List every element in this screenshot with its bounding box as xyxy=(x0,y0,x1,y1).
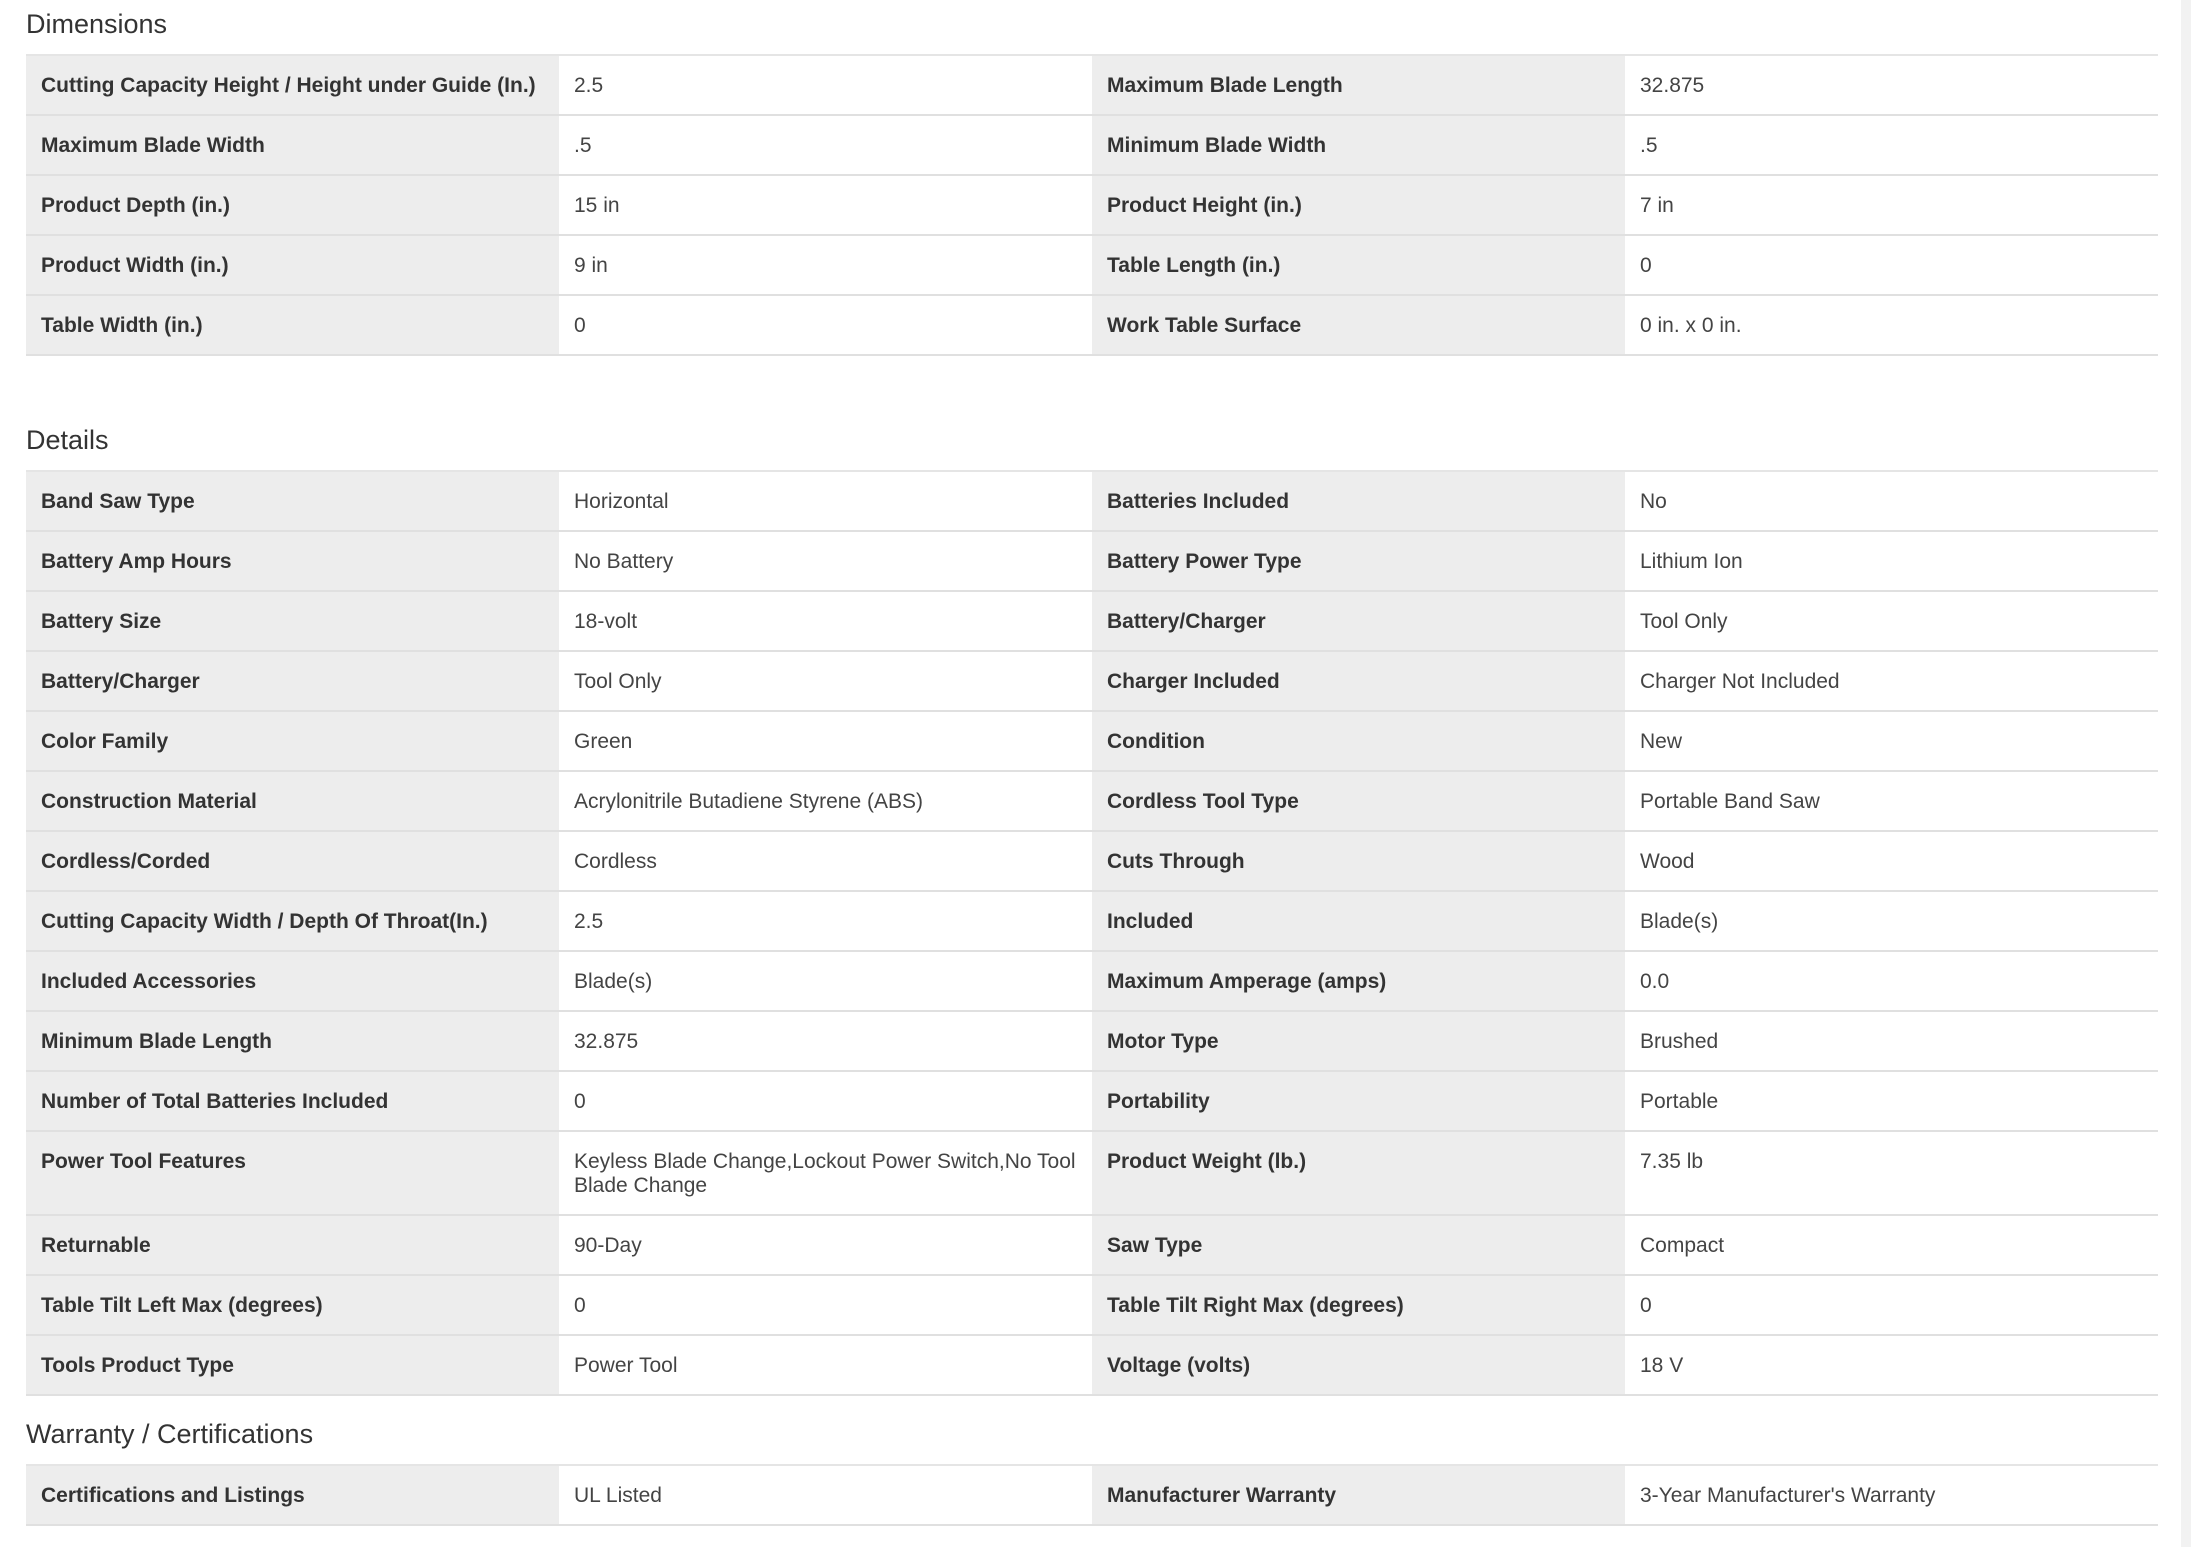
spec-label: Condition xyxy=(1092,711,1625,771)
warranty-table xyxy=(26,1464,2158,1526)
spec-label: Battery Amp Hours xyxy=(26,531,559,591)
spec-label: Cutting Capacity Width / Depth Of Throat(In.) xyxy=(26,891,559,951)
spec-label: Saw Type xyxy=(1092,1215,1625,1275)
spec-value: Tool Only xyxy=(559,651,1092,711)
spec-value: .5 xyxy=(559,115,1092,175)
spec-label: Battery/Charger xyxy=(1092,591,1625,651)
spec-row xyxy=(26,831,2158,891)
spec-label: Charger Included xyxy=(1092,651,1625,711)
spec-value: 0 xyxy=(559,295,1092,355)
spec-value: 9 in xyxy=(559,235,1092,295)
spec-label: Maximum Blade Width xyxy=(26,115,559,175)
spec-label: Motor Type xyxy=(1092,1011,1625,1071)
spec-label: Cordless/Corded xyxy=(26,831,559,891)
spec-row xyxy=(26,531,2158,591)
spec-value: 0.0 xyxy=(1625,951,2158,1011)
spec-value: Acrylonitrile Butadiene Styrene (ABS) xyxy=(559,771,1092,831)
spec-value: Wood xyxy=(1625,831,2158,891)
spec-value: Brushed xyxy=(1625,1011,2158,1071)
spec-label: Product Weight (lb.) xyxy=(1092,1131,1625,1215)
spec-value: 0 xyxy=(1625,1275,2158,1335)
spec-value: Keyless Blade Change,Lockout Power Switch,No Tool Blade Change xyxy=(559,1131,1092,1215)
spec-row xyxy=(26,1131,2158,1215)
spec-label: Maximum Blade Length xyxy=(1092,55,1625,115)
spec-value: Blade(s) xyxy=(559,951,1092,1011)
spec-label: Band Saw Type xyxy=(26,471,559,531)
spec-value: 15 in xyxy=(559,175,1092,235)
spec-label: Table Width (in.) xyxy=(26,295,559,355)
spec-value: 90-Day xyxy=(559,1215,1092,1275)
spec-value: 2.5 xyxy=(559,891,1092,951)
spec-value: 2.5 xyxy=(559,55,1092,115)
spec-value: New xyxy=(1625,711,2158,771)
spec-label: Work Table Surface xyxy=(1092,295,1625,355)
spec-value: Blade(s) xyxy=(1625,891,2158,951)
spec-row xyxy=(26,711,2158,771)
spec-value: UL Listed xyxy=(559,1465,1092,1525)
spec-row xyxy=(26,591,2158,651)
spec-row xyxy=(26,1275,2158,1335)
spec-label: Included xyxy=(1092,891,1625,951)
spec-label: Color Family xyxy=(26,711,559,771)
spec-row xyxy=(26,651,2158,711)
spec-row xyxy=(26,55,2158,115)
spec-value: Portable xyxy=(1625,1071,2158,1131)
spec-row xyxy=(26,295,2158,355)
spec-label: Battery/Charger xyxy=(26,651,559,711)
spec-label: Product Depth (in.) xyxy=(26,175,559,235)
spec-label: Construction Material xyxy=(26,771,559,831)
spec-label: Product Width (in.) xyxy=(26,235,559,295)
spec-row xyxy=(26,115,2158,175)
spec-label: Tools Product Type xyxy=(26,1335,559,1395)
spec-value: 0 in. x 0 in. xyxy=(1625,295,2158,355)
spec-value: 0 xyxy=(559,1275,1092,1335)
spec-label: Cutting Capacity Height / Height under Guide (In.) xyxy=(26,55,559,115)
spec-value: Power Tool xyxy=(559,1335,1092,1395)
spec-label: Included Accessories xyxy=(26,951,559,1011)
spec-value: Compact xyxy=(1625,1215,2158,1275)
spec-value: Portable Band Saw xyxy=(1625,771,2158,831)
spec-label: Power Tool Features xyxy=(26,1131,559,1215)
section-title-dimensions: Dimensions xyxy=(26,9,168,39)
spec-value: 18 V xyxy=(1625,1335,2158,1395)
spec-row xyxy=(26,1011,2158,1071)
spec-value: 32.875 xyxy=(1625,55,2158,115)
spec-label: Returnable xyxy=(26,1215,559,1275)
spec-label: Cuts Through xyxy=(1092,831,1625,891)
spec-label: Certifications and Listings xyxy=(26,1465,559,1525)
section-title-warranty: Warranty / Certifications xyxy=(26,1419,314,1449)
spec-label: Manufacturer Warranty xyxy=(1092,1465,1625,1525)
spec-label: Voltage (volts) xyxy=(1092,1335,1625,1395)
spec-value: 7 in xyxy=(1625,175,2158,235)
spec-row xyxy=(26,891,2158,951)
details-table xyxy=(26,470,2158,1396)
dimensions-table xyxy=(26,54,2158,356)
spec-row xyxy=(26,951,2158,1011)
spec-row xyxy=(26,771,2158,831)
spec-label: Batteries Included xyxy=(1092,471,1625,531)
spec-row xyxy=(26,235,2158,295)
spec-value: 7.35 lb xyxy=(1625,1131,2158,1215)
spec-label: Battery Power Type xyxy=(1092,531,1625,591)
spec-label: Portability xyxy=(1092,1071,1625,1131)
spec-label: Minimum Blade Length xyxy=(26,1011,559,1071)
spec-row xyxy=(26,1335,2158,1395)
spec-label: Table Tilt Left Max (degrees) xyxy=(26,1275,559,1335)
spec-label: Battery Size xyxy=(26,591,559,651)
spec-label: Minimum Blade Width xyxy=(1092,115,1625,175)
spec-row xyxy=(26,1215,2158,1275)
spec-value: Cordless xyxy=(559,831,1092,891)
spec-value: 0 xyxy=(1625,235,2158,295)
spec-value: Charger Not Included xyxy=(1625,651,2158,711)
spec-value: 3-Year Manufacturer's Warranty xyxy=(1625,1465,2158,1525)
spec-label: Maximum Amperage (amps) xyxy=(1092,951,1625,1011)
spec-value: .5 xyxy=(1625,115,2158,175)
spec-value: 0 xyxy=(559,1071,1092,1131)
page-scrollbar[interactable] xyxy=(2181,0,2191,1547)
spec-row xyxy=(26,1465,2158,1525)
spec-value: 32.875 xyxy=(559,1011,1092,1071)
spec-label: Number of Total Batteries Included xyxy=(26,1071,559,1131)
spec-row xyxy=(26,175,2158,235)
spec-row xyxy=(26,1071,2158,1131)
spec-label: Cordless Tool Type xyxy=(1092,771,1625,831)
spec-value: No xyxy=(1625,471,2158,531)
spec-value: 18-volt xyxy=(559,591,1092,651)
spec-label: Product Height (in.) xyxy=(1092,175,1625,235)
spec-value: No Battery xyxy=(559,531,1092,591)
spec-value: Horizontal xyxy=(559,471,1092,531)
spec-value: Green xyxy=(559,711,1092,771)
spec-row xyxy=(26,471,2158,531)
spec-label: Table Length (in.) xyxy=(1092,235,1625,295)
spec-label: Table Tilt Right Max (degrees) xyxy=(1092,1275,1625,1335)
spec-value: Lithium Ion xyxy=(1625,531,2158,591)
spec-value: Tool Only xyxy=(1625,591,2158,651)
section-title-details: Details xyxy=(26,425,109,455)
